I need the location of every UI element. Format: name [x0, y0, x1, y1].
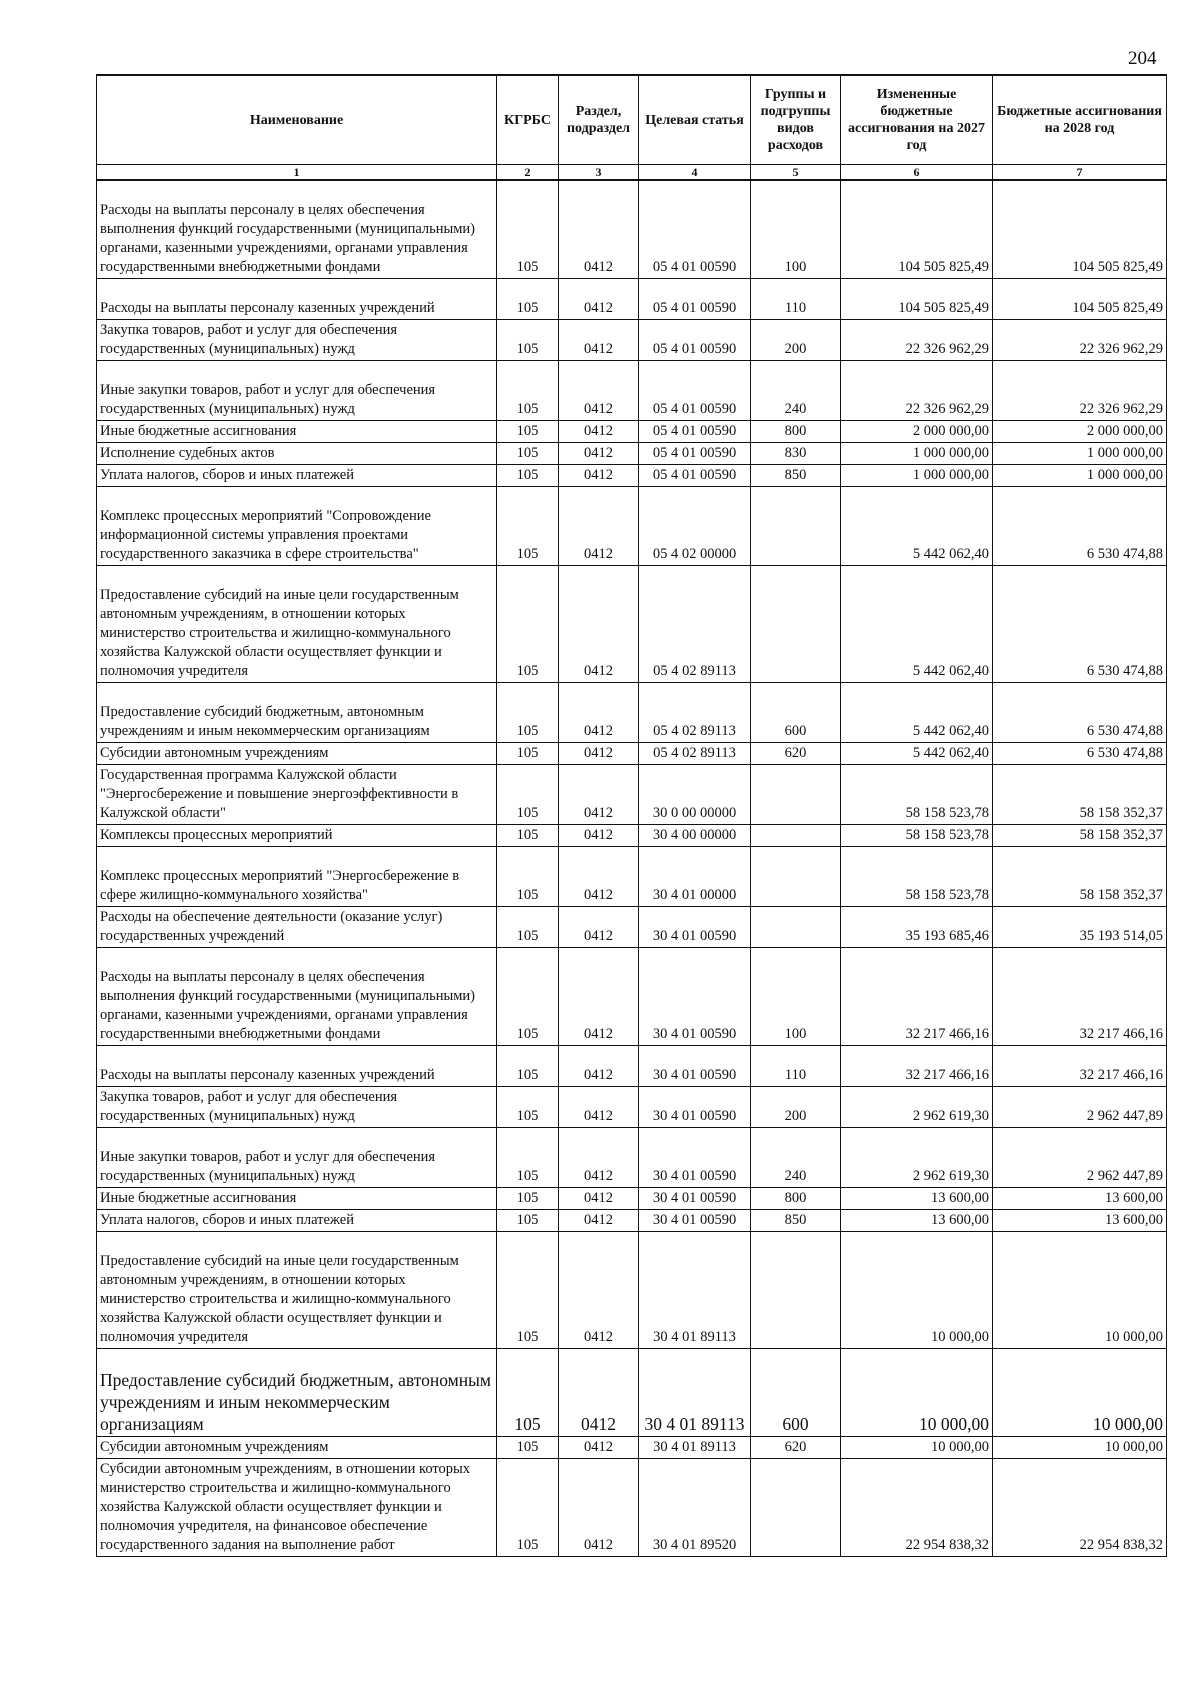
- row-kgrbs: 105: [497, 1046, 559, 1087]
- table-body: [97, 180, 1167, 1557]
- row-group: 100: [751, 180, 841, 279]
- header-number: 6: [841, 165, 993, 181]
- header-numbers-row: [97, 165, 1167, 181]
- row-group: 100: [751, 948, 841, 1046]
- table-row: [97, 443, 1167, 465]
- row-kgrbs: 105: [497, 1232, 559, 1349]
- table-row: [97, 825, 1167, 847]
- table-row: [97, 1188, 1167, 1210]
- row-section: 0412: [559, 1349, 639, 1437]
- row-value-2028: 22 954 838,32: [993, 1459, 1167, 1557]
- row-value-2027: 5 442 062,40: [841, 743, 993, 765]
- row-kgrbs: 105: [497, 1349, 559, 1437]
- row-group: 110: [751, 279, 841, 320]
- row-kgrbs: 105: [497, 361, 559, 421]
- table-row: [97, 1437, 1167, 1459]
- row-name: Предоставление субсидий бюджетным, автономным учреждениям и иным некоммерческим организациям: [97, 683, 497, 743]
- row-section: 0412: [559, 907, 639, 948]
- row-value-2028: 6 530 474,88: [993, 566, 1167, 683]
- row-value-2027: 13 600,00: [841, 1188, 993, 1210]
- row-section: 0412: [559, 1232, 639, 1349]
- header-number: 5: [751, 165, 841, 181]
- table-row: [97, 1128, 1167, 1188]
- row-kgrbs: 105: [497, 1087, 559, 1128]
- row-section: 0412: [559, 443, 639, 465]
- row-value-2028: 1 000 000,00: [993, 443, 1167, 465]
- header-number: 3: [559, 165, 639, 181]
- row-kgrbs: 105: [497, 765, 559, 825]
- row-target: 05 4 01 00590: [639, 443, 751, 465]
- row-section: 0412: [559, 1210, 639, 1232]
- header-target: Целевая статья: [639, 75, 751, 165]
- table-row: [97, 566, 1167, 683]
- row-value-2027: 5 442 062,40: [841, 683, 993, 743]
- table-row: [97, 1349, 1167, 1437]
- row-value-2028: 2 000 000,00: [993, 421, 1167, 443]
- row-kgrbs: 105: [497, 683, 559, 743]
- row-value-2028: 2 962 447,89: [993, 1087, 1167, 1128]
- row-target: 30 4 01 89113: [639, 1349, 751, 1437]
- row-target: 30 4 01 00590: [639, 1210, 751, 1232]
- row-name: Иные бюджетные ассигнования: [97, 1188, 497, 1210]
- page-number: 204: [1128, 48, 1157, 69]
- table-row: [97, 279, 1167, 320]
- row-value-2028: 22 326 962,29: [993, 361, 1167, 421]
- budget-table: [96, 74, 1167, 1557]
- row-value-2028: 10 000,00: [993, 1349, 1167, 1437]
- row-group: 850: [751, 1210, 841, 1232]
- row-value-2027: 58 158 523,78: [841, 765, 993, 825]
- row-kgrbs: 105: [497, 487, 559, 566]
- table-row: [97, 465, 1167, 487]
- row-group: [751, 825, 841, 847]
- header-groups: Группы и подгруппы видов расходов: [751, 75, 841, 165]
- row-value-2027: 5 442 062,40: [841, 566, 993, 683]
- row-value-2027: 22 326 962,29: [841, 320, 993, 361]
- row-kgrbs: 105: [497, 907, 559, 948]
- row-name: Субсидии автономным учреждениям, в отношении которых министерство строительства и жилищно-коммунального хозяйства Калужской области осуществляет функции и полномочия учредителя, на финансовое обеспечение государственного задания на выполнение работ: [97, 1459, 497, 1557]
- row-kgrbs: 105: [497, 566, 559, 683]
- row-group: [751, 1232, 841, 1349]
- row-value-2028: 1 000 000,00: [993, 465, 1167, 487]
- row-target: 30 0 00 00000: [639, 765, 751, 825]
- row-value-2027: 10 000,00: [841, 1437, 993, 1459]
- row-name: Субсидии автономным учреждениям: [97, 743, 497, 765]
- header-row: [97, 75, 1167, 165]
- row-value-2027: 22 326 962,29: [841, 361, 993, 421]
- row-value-2028: 22 326 962,29: [993, 320, 1167, 361]
- row-target: 30 4 01 00590: [639, 948, 751, 1046]
- row-value-2028: 6 530 474,88: [993, 743, 1167, 765]
- row-value-2028: 10 000,00: [993, 1232, 1167, 1349]
- row-name: Иные закупки товаров, работ и услуг для обеспечения государственных (муниципальных) нужд: [97, 361, 497, 421]
- row-target: 30 4 01 00590: [639, 1087, 751, 1128]
- row-kgrbs: 105: [497, 847, 559, 907]
- row-section: 0412: [559, 683, 639, 743]
- row-value-2027: 13 600,00: [841, 1210, 993, 1232]
- row-target: 05 4 01 00590: [639, 465, 751, 487]
- row-value-2028: 13 600,00: [993, 1210, 1167, 1232]
- row-section: 0412: [559, 180, 639, 279]
- row-name: Государственная программа Калужской области "Энергосбережение и повышение энергоэффективности в Калужской области": [97, 765, 497, 825]
- row-name: Расходы на выплаты персоналу казенных учреждений: [97, 1046, 497, 1087]
- row-value-2027: 104 505 825,49: [841, 279, 993, 320]
- row-name: Уплата налогов, сборов и иных платежей: [97, 465, 497, 487]
- row-section: 0412: [559, 465, 639, 487]
- header-number: 2: [497, 165, 559, 181]
- table-row: [97, 1046, 1167, 1087]
- row-group: 200: [751, 1087, 841, 1128]
- row-value-2028: 35 193 514,05: [993, 907, 1167, 948]
- row-section: 0412: [559, 948, 639, 1046]
- row-name: Предоставление субсидий на иные цели государственным автономным учреждениям, в отношении которых министерство строительства и жилищно-коммунального хозяйства Калужской области осуществляет функции и полномочия учредителя: [97, 1232, 497, 1349]
- row-kgrbs: 105: [497, 320, 559, 361]
- row-target: 30 4 01 89113: [639, 1437, 751, 1459]
- row-target: 05 4 02 00000: [639, 487, 751, 566]
- row-value-2028: 6 530 474,88: [993, 683, 1167, 743]
- row-section: 0412: [559, 487, 639, 566]
- row-kgrbs: 105: [497, 1128, 559, 1188]
- row-section: 0412: [559, 847, 639, 907]
- row-name: Расходы на обеспечение деятельности (оказание услуг) государственных учреждений: [97, 907, 497, 948]
- row-value-2028: 104 505 825,49: [993, 180, 1167, 279]
- row-target: 05 4 02 89113: [639, 743, 751, 765]
- table-row: [97, 421, 1167, 443]
- row-kgrbs: 105: [497, 1210, 559, 1232]
- row-kgrbs: 105: [497, 743, 559, 765]
- row-group: 850: [751, 465, 841, 487]
- header-number: 7: [993, 165, 1167, 181]
- header-number: 1: [97, 165, 497, 181]
- table-row: [97, 683, 1167, 743]
- row-value-2028: 104 505 825,49: [993, 279, 1167, 320]
- row-name: Исполнение судебных актов: [97, 443, 497, 465]
- row-group: 600: [751, 683, 841, 743]
- row-section: 0412: [559, 743, 639, 765]
- row-kgrbs: 105: [497, 443, 559, 465]
- row-section: 0412: [559, 1046, 639, 1087]
- row-target: 30 4 01 00000: [639, 847, 751, 907]
- row-value-2027: 32 217 466,16: [841, 948, 993, 1046]
- row-group: 110: [751, 1046, 841, 1087]
- row-target: 30 4 01 89520: [639, 1459, 751, 1557]
- row-value-2028: 32 217 466,16: [993, 1046, 1167, 1087]
- table-row: [97, 1210, 1167, 1232]
- header-number: 4: [639, 165, 751, 181]
- row-section: 0412: [559, 279, 639, 320]
- row-value-2028: 58 158 352,37: [993, 825, 1167, 847]
- row-value-2027: 32 217 466,16: [841, 1046, 993, 1087]
- row-value-2027: 1 000 000,00: [841, 465, 993, 487]
- row-name: Расходы на выплаты персоналу в целях обеспечения выполнения функций государственными (муниципальными) органами, казенными учреждениями, органами управления государственными внебюджетными фондами: [97, 180, 497, 279]
- row-group: 200: [751, 320, 841, 361]
- row-target: 05 4 01 00590: [639, 279, 751, 320]
- row-value-2028: 13 600,00: [993, 1188, 1167, 1210]
- row-target: 30 4 01 89113: [639, 1232, 751, 1349]
- row-kgrbs: 105: [497, 180, 559, 279]
- row-kgrbs: 105: [497, 825, 559, 847]
- row-kgrbs: 105: [497, 1188, 559, 1210]
- row-value-2027: 22 954 838,32: [841, 1459, 993, 1557]
- row-group: 620: [751, 743, 841, 765]
- row-group: [751, 566, 841, 683]
- row-section: 0412: [559, 1459, 639, 1557]
- row-name: Комплексы процессных мероприятий: [97, 825, 497, 847]
- row-group: 800: [751, 1188, 841, 1210]
- row-target: 30 4 01 00590: [639, 1188, 751, 1210]
- row-value-2028: 6 530 474,88: [993, 487, 1167, 566]
- table-row: [97, 487, 1167, 566]
- row-value-2028: 58 158 352,37: [993, 847, 1167, 907]
- row-group: [751, 1459, 841, 1557]
- row-value-2027: 35 193 685,46: [841, 907, 993, 948]
- row-value-2027: 5 442 062,40: [841, 487, 993, 566]
- row-name: Иные закупки товаров, работ и услуг для обеспечения государственных (муниципальных) нужд: [97, 1128, 497, 1188]
- row-section: 0412: [559, 361, 639, 421]
- row-value-2027: 58 158 523,78: [841, 847, 993, 907]
- row-kgrbs: 105: [497, 421, 559, 443]
- table-header: [97, 75, 1167, 180]
- row-group: 240: [751, 361, 841, 421]
- row-target: 30 4 01 00590: [639, 907, 751, 948]
- row-group: 600: [751, 1349, 841, 1437]
- row-target: 05 4 01 00590: [639, 320, 751, 361]
- row-target: 30 4 01 00590: [639, 1128, 751, 1188]
- row-target: 30 4 01 00590: [639, 1046, 751, 1087]
- row-name: Уплата налогов, сборов и иных платежей: [97, 1210, 497, 1232]
- row-kgrbs: 105: [497, 465, 559, 487]
- row-value-2028: 2 962 447,89: [993, 1128, 1167, 1188]
- table-row: [97, 948, 1167, 1046]
- row-name: Закупка товаров, работ и услуг для обеспечения государственных (муниципальных) нужд: [97, 320, 497, 361]
- row-group: [751, 487, 841, 566]
- row-group: [751, 907, 841, 948]
- row-kgrbs: 105: [497, 279, 559, 320]
- row-section: 0412: [559, 320, 639, 361]
- row-section: 0412: [559, 1188, 639, 1210]
- row-section: 0412: [559, 765, 639, 825]
- row-section: 0412: [559, 1128, 639, 1188]
- row-group: 800: [751, 421, 841, 443]
- row-group: [751, 847, 841, 907]
- row-target: 05 4 01 00590: [639, 361, 751, 421]
- row-value-2027: 1 000 000,00: [841, 443, 993, 465]
- row-kgrbs: 105: [497, 1459, 559, 1557]
- row-value-2027: 58 158 523,78: [841, 825, 993, 847]
- row-section: 0412: [559, 1437, 639, 1459]
- table-row: [97, 907, 1167, 948]
- table-row: [97, 1087, 1167, 1128]
- row-name: Субсидии автономным учреждениям: [97, 1437, 497, 1459]
- row-target: 05 4 02 89113: [639, 683, 751, 743]
- row-name: Комплекс процессных мероприятий "Энергосбережение в сфере жилищно-коммунального хозяйства": [97, 847, 497, 907]
- header-budget-2028: Бюджетные ассигнования на 2028 год: [993, 75, 1167, 165]
- row-value-2027: 2 962 619,30: [841, 1087, 993, 1128]
- row-name: Предоставление субсидий бюджетным, автономным учреждениям и иным некоммерческим организациям: [97, 1349, 497, 1437]
- table-row: [97, 1232, 1167, 1349]
- table-row: [97, 361, 1167, 421]
- row-value-2028: 58 158 352,37: [993, 765, 1167, 825]
- row-name: Иные бюджетные ассигнования: [97, 421, 497, 443]
- row-value-2027: 2 962 619,30: [841, 1128, 993, 1188]
- row-section: 0412: [559, 825, 639, 847]
- row-kgrbs: 105: [497, 948, 559, 1046]
- row-target: 05 4 01 00590: [639, 421, 751, 443]
- row-group: [751, 765, 841, 825]
- row-kgrbs: 105: [497, 1437, 559, 1459]
- row-section: 0412: [559, 1087, 639, 1128]
- table-row: [97, 765, 1167, 825]
- row-name: Комплекс процессных мероприятий "Сопровождение информационной системы управления проектами государственного заказчика в сфере строительства": [97, 487, 497, 566]
- table-row: [97, 1459, 1167, 1557]
- header-section: Раздел, подраздел: [559, 75, 639, 165]
- row-section: 0412: [559, 566, 639, 683]
- row-target: 05 4 01 00590: [639, 180, 751, 279]
- table-row: [97, 847, 1167, 907]
- header-changed-2027: Измененные бюджетные ассигнования на 2027 год: [841, 75, 993, 165]
- row-name: Закупка товаров, работ и услуг для обеспечения государственных (муниципальных) нужд: [97, 1087, 497, 1128]
- row-section: 0412: [559, 421, 639, 443]
- row-group: 240: [751, 1128, 841, 1188]
- row-target: 05 4 02 89113: [639, 566, 751, 683]
- row-value-2027: 104 505 825,49: [841, 180, 993, 279]
- row-name: Расходы на выплаты персоналу в целях обеспечения выполнения функций государственными (муниципальными) органами, казенными учреждениями, органами управления государственными внебюджетными фондами: [97, 948, 497, 1046]
- header-kgrbs: КГРБС: [497, 75, 559, 165]
- row-name: Расходы на выплаты персоналу казенных учреждений: [97, 279, 497, 320]
- row-value-2027: 2 000 000,00: [841, 421, 993, 443]
- row-name: Предоставление субсидий на иные цели государственным автономным учреждениям, в отношении которых министерство строительства и жилищно-коммунального хозяйства Калужской области осуществляет функции и полномочия учредителя: [97, 566, 497, 683]
- table-row: [97, 320, 1167, 361]
- table-row: [97, 180, 1167, 279]
- row-value-2028: 32 217 466,16: [993, 948, 1167, 1046]
- row-group: 620: [751, 1437, 841, 1459]
- row-value-2028: 10 000,00: [993, 1437, 1167, 1459]
- row-target: 30 4 00 00000: [639, 825, 751, 847]
- row-group: 830: [751, 443, 841, 465]
- row-value-2027: 10 000,00: [841, 1349, 993, 1437]
- table-row: [97, 743, 1167, 765]
- row-value-2027: 10 000,00: [841, 1232, 993, 1349]
- header-name: Наименование: [97, 75, 497, 165]
